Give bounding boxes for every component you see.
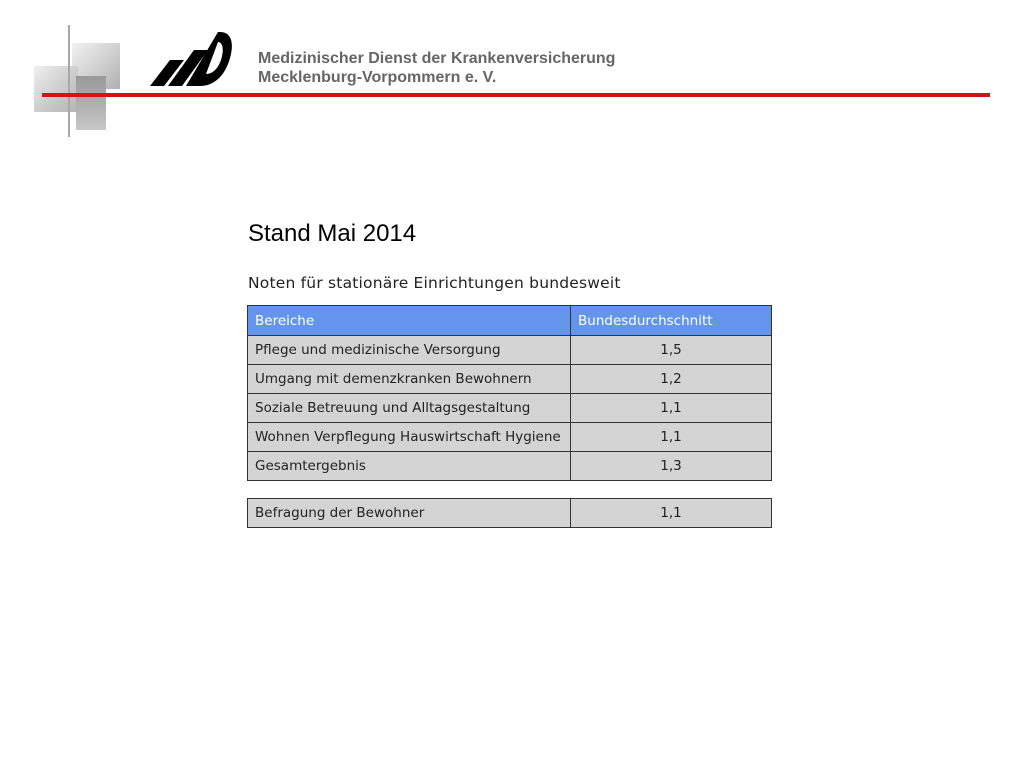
- header-red-rule: [42, 93, 990, 97]
- table-row: [248, 394, 772, 423]
- decor-vertical-line: [68, 25, 70, 137]
- row-area: Wohnen Verpflegung Hauswirtschaft Hygiene: [248, 423, 571, 452]
- row-area: Umgang mit demenzkranken Bewohnern: [248, 365, 571, 394]
- table-header-row: [248, 306, 772, 336]
- table-title: Noten für stationäre Einrichtungen bundesweit: [248, 274, 621, 292]
- decor-square-dark: [76, 76, 106, 130]
- table-row: [248, 452, 772, 481]
- row-area: Soziale Betreuung und Alltagsgestaltung: [248, 394, 571, 423]
- column-header-average: Bundesdurchschnitt: [571, 306, 772, 336]
- org-line-1: Medizinischer Dienst der Krankenversicherung: [258, 50, 616, 67]
- page-title: Stand Mai 2014: [248, 220, 417, 247]
- survey-value: 1,1: [571, 499, 772, 528]
- grades-table: [247, 305, 772, 481]
- survey-table: [247, 498, 772, 528]
- column-header-areas: Bereiche: [248, 306, 571, 336]
- table-row: [248, 365, 772, 394]
- table-row: [248, 423, 772, 452]
- row-value: 1,1: [571, 423, 772, 452]
- row-area: Gesamtergebnis: [248, 452, 571, 481]
- row-area: Pflege und medizinische Versorgung: [248, 336, 571, 365]
- table-row: [248, 336, 772, 365]
- row-value: 1,1: [571, 394, 772, 423]
- survey-area: Befragung der Bewohner: [248, 499, 571, 528]
- mdk-logo-icon: [148, 28, 232, 90]
- row-value: 1,3: [571, 452, 772, 481]
- decor-square-left: [34, 66, 78, 112]
- organization-name: [258, 49, 615, 87]
- row-value: 1,2: [571, 365, 772, 394]
- row-value: 1,5: [571, 336, 772, 365]
- org-line-2: Mecklenburg-Vorpommern e. V.: [258, 69, 497, 86]
- survey-row: [248, 499, 772, 528]
